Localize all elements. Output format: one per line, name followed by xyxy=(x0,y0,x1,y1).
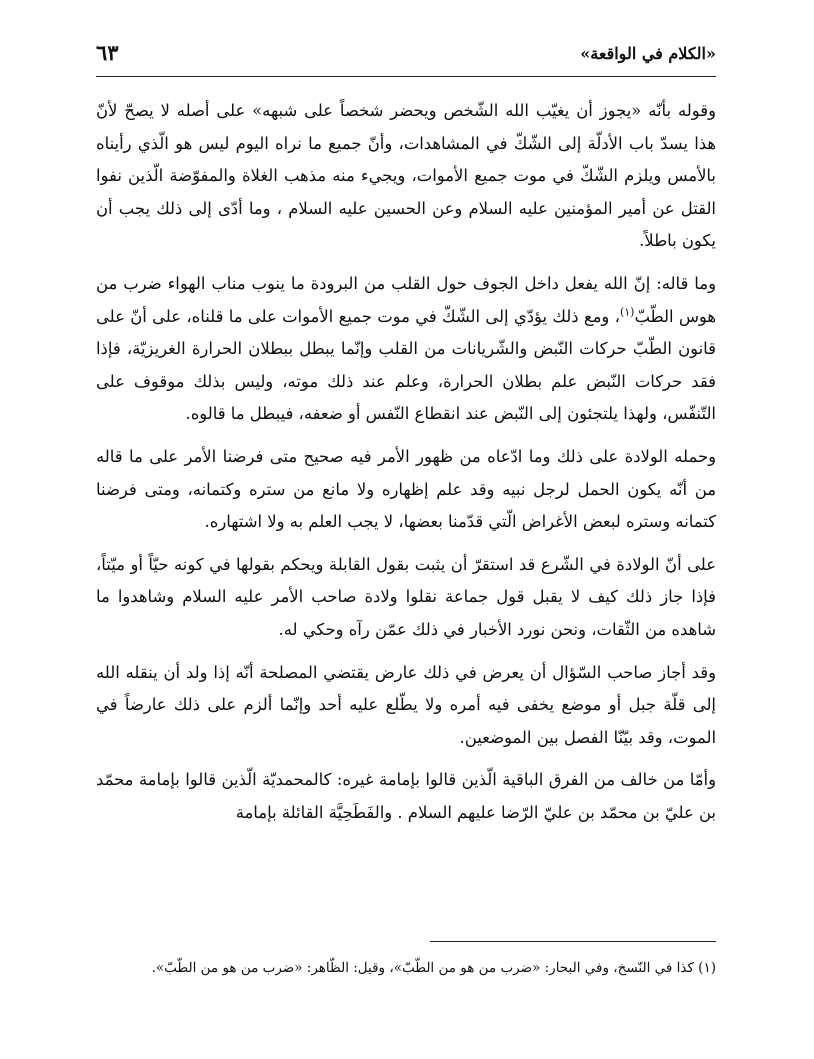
paragraph-2-part-2: ، ومع ذلك يؤدّي إلى الشّكّ في موت جميع الأموات على ما قلناه، على أنّ على قانون الطّبّ حركات النّبض والشّريانات من القلب وإنّما يبطل ببطلان الحرارة الغريزيّة، فإذا فقد حركات النّبض علم بطلان الحرارة، وعلم عند ذلك موته، وليس بذلك موقوف على التّنفّس، ولهذا يلتجئون إلى النّبض عند انقطاع النّفس أو ضعفه، فيبطل ما قالوه. xyxy=(96,306,716,424)
footnote xyxy=(96,956,716,980)
paragraph-2-part-1: وما قاله: إنّ الله يفعل داخل الجوف حول القلب من البرودة ما ينوب مناب الهواء ضرب من هوس الطّبّ xyxy=(96,273,717,326)
running-title: «الكلام في الواقعة» xyxy=(580,44,716,63)
paragraph-3: وحمله الولادة على ذلك وما ادّعاه من ظهور الأمر فيه صحيح متى فرضنا الأمر على ما قاله من أنّه يكون الحمل لرجل نبيه وقد علم إظهاره ولا مانع من ستره وكتمانه، ومتى فرضنا كتمانه وستره لبعض الأغراض الّتي قدّمنا بعضها، لا يجب العلم به ولا اشتهاره. xyxy=(96,446,716,532)
body-text xyxy=(96,95,716,839)
paragraph-2 xyxy=(96,268,716,431)
footnote-text: كذا في النّسخ، وفي البحار: «ضرب من هو من الطّبّ»، وقيل: الظّاهر: «ضرب من هو من الطّبّ». xyxy=(151,960,694,976)
running-header xyxy=(96,40,716,77)
paragraph-1: وقوله بأنّه «يجوز أن يغيّب الله الشّخص ويحضر شخصاً على شبهه» على أصله لا يصحّ لأنّ هذا يسدّ باب الأدلّة إلى الشّكّ في المشاهدات، وأنّ جميع ما نراه اليوم ليس هو الّذي رأيناه بالأمس ويلزم الشّكّ في موت جميع الأموات، ويجيء منه مذهب الغلاة والمفوّضة الّذين نفوا القتل عن أمير المؤمنين عليه السلام وعن الحسين عليه السلام ، وما أدّى إلى ذلك يجب أن يكون باطلاً. xyxy=(96,101,716,251)
paragraph-6: وأمّا من خالف من الفرق الباقية الّذين قالوا بإمامة غيره: كالمحمديّة الّذين قالوا بإمامة محمّد بن عليّ بن محمّد بن عليّ الرّضا عليهم السلام . والفَطَحِيَّة القائلة بإمامة xyxy=(96,770,716,822)
footnote-mark: (١) xyxy=(698,960,716,976)
paragraph-4: على أنّ الولادة في الشّرع قد استقرّ أن يثبت بقول القابلة ويحكم بقولها في كونه حيّاً أو ميّتاً، فإذا جاز ذلك كيف لا يقبل قول جماعة نقلوا ولادة صاحب الأمر عليه السلام وشاهدوا ما شاهده من الثّقات، ونحن نورد الأخبار في ذلك عمّن رآه وحكي له. xyxy=(96,554,716,639)
paragraph-5: وقد أجاز صاحب السّؤال أن يعرض في ذلك عارض يقتضي المصلحة أنّه إذا ولد أن ينقله الله إلى قلّة جبل أو موضع يخفى فيه أمره ولا يطّلع عليه أحد وإنّما ألزم على ذلك عارضاً في الموت، وقد بيّنّا الفصل بين الموضعين. xyxy=(96,662,716,747)
page-number: ٦٣ xyxy=(96,40,119,65)
footnote-reference[interactable]: (١) xyxy=(619,305,635,319)
footnote-divider xyxy=(430,941,716,942)
